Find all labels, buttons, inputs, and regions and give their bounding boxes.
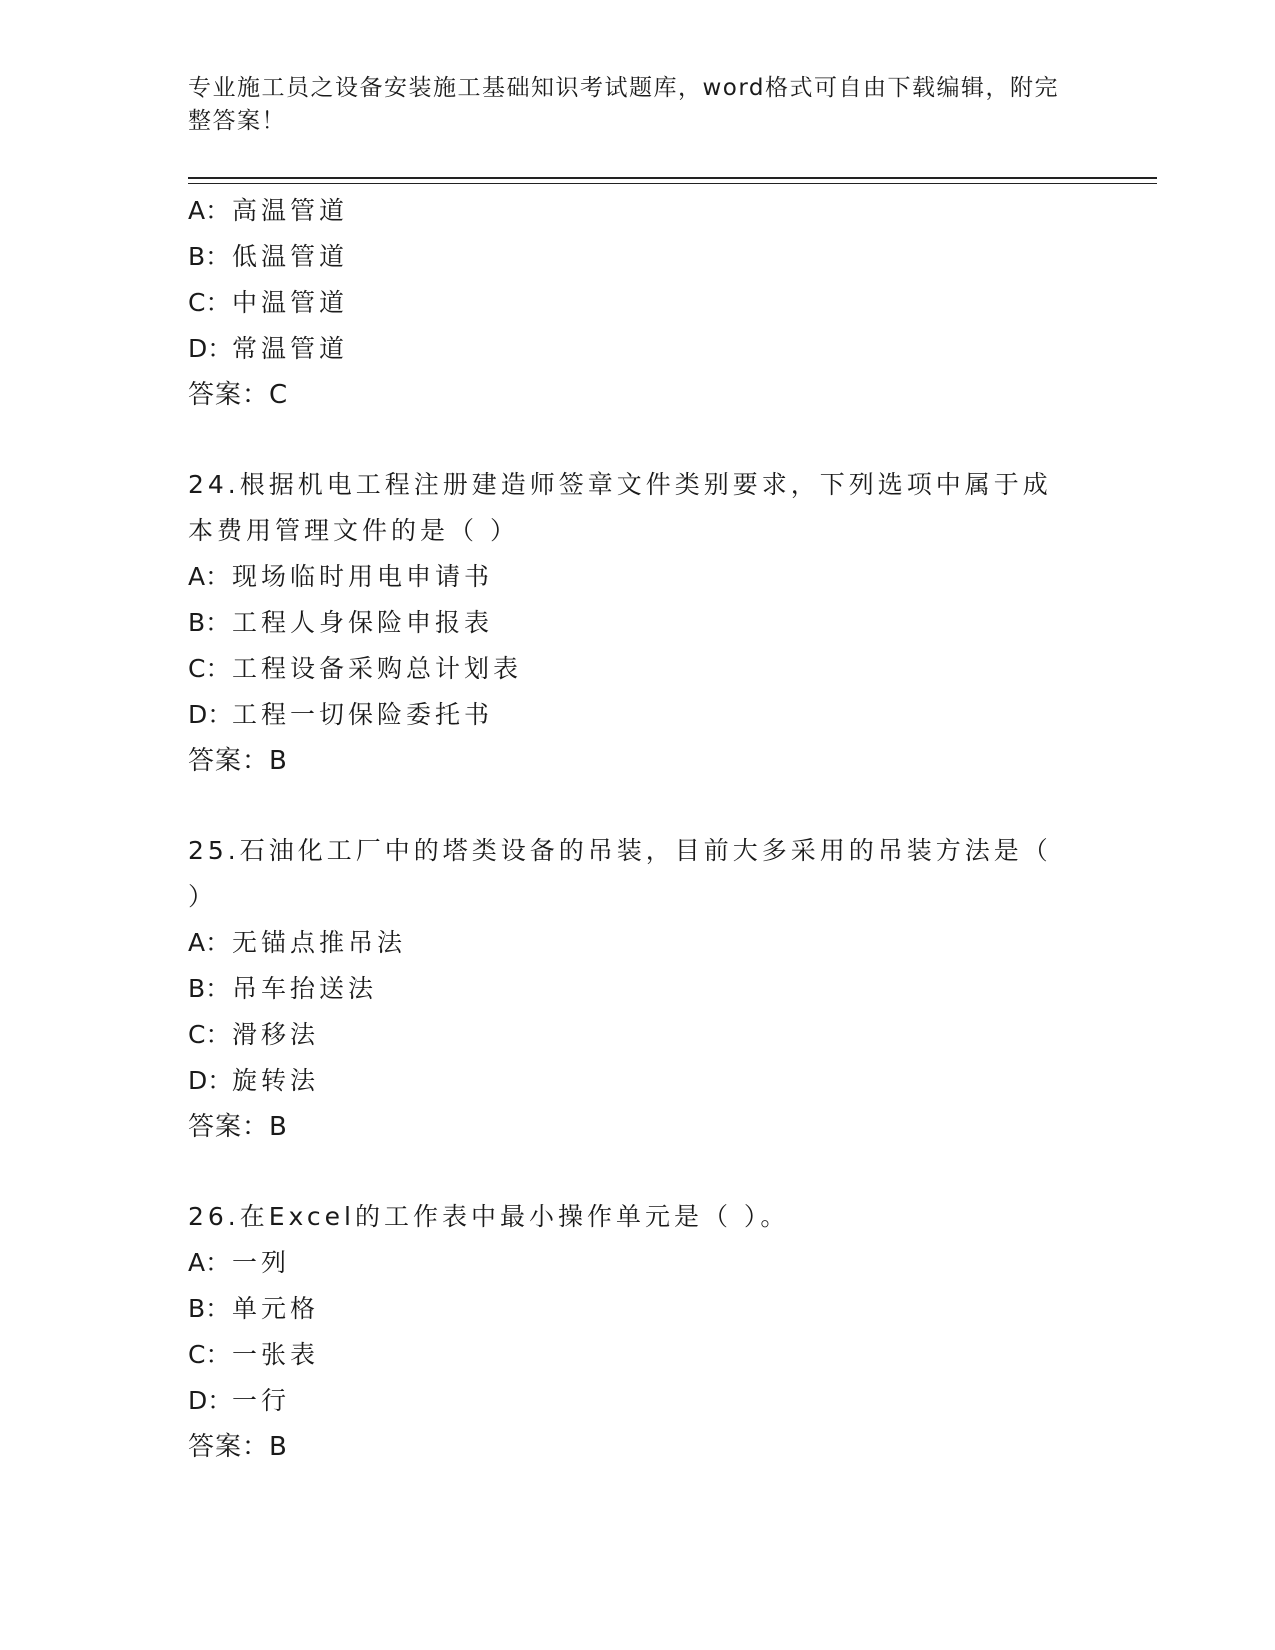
option-a xyxy=(188,1240,1088,1286)
answer-line: 答案：B xyxy=(188,746,288,776)
option-text: 中温管道 xyxy=(232,288,349,317)
option-text: 现场临时用电申请书 xyxy=(232,562,494,591)
option-text: 常温管道 xyxy=(232,334,349,363)
question-text: 24.根据机电工程注册建造师签章文件类别要求，下列选项中属于成本费用管理文件的是（ ） xyxy=(188,470,1052,545)
option-text: 工程人身保险申报表 xyxy=(232,608,494,637)
answer-line: 答案：B xyxy=(188,1112,288,1142)
option-letter: C： xyxy=(188,1020,231,1049)
option-d xyxy=(188,692,1088,738)
option-c xyxy=(188,646,1088,692)
header-divider-thick xyxy=(188,177,1157,179)
document-header: 专业施工员之设备安装施工基础知识考试题库，word格式可自由下载编辑，附完整答案！ xyxy=(188,75,1060,134)
option-letter: C： xyxy=(188,288,231,317)
answer-line: 答案：C xyxy=(188,380,289,410)
option-letter: B： xyxy=(188,1294,231,1323)
option-letter: B： xyxy=(188,974,231,1003)
option-text: 无锚点推吊法 xyxy=(232,928,407,957)
option-c xyxy=(188,280,1088,326)
option-text: 一行 xyxy=(232,1386,291,1415)
question-text: 25.石油化工厂中的塔类设备的吊装，目前大多采用的吊装方法是（ ） xyxy=(188,836,1052,911)
option-letter: D： xyxy=(188,1066,233,1095)
option-letter: B： xyxy=(188,242,231,271)
option-text: 低温管道 xyxy=(232,242,349,271)
option-text: 一张表 xyxy=(232,1340,320,1369)
option-letter: A： xyxy=(188,562,231,591)
option-letter: A： xyxy=(188,196,231,225)
option-text: 滑移法 xyxy=(232,1020,320,1049)
option-c xyxy=(188,1012,1088,1058)
header-divider-thin xyxy=(188,183,1157,184)
option-b xyxy=(188,234,1088,280)
option-d xyxy=(188,326,1088,372)
option-letter: D： xyxy=(188,334,233,363)
option-letter: A： xyxy=(188,928,231,957)
option-a xyxy=(188,188,1088,234)
option-letter: C： xyxy=(188,1340,231,1369)
option-text: 工程一切保险委托书 xyxy=(232,700,494,729)
option-text: 吊车抬送法 xyxy=(232,974,378,1003)
option-text: 单元格 xyxy=(232,1294,320,1323)
option-d xyxy=(188,1058,1088,1104)
option-c xyxy=(188,1332,1088,1378)
option-a xyxy=(188,920,1088,966)
question-24 xyxy=(188,462,1088,784)
partial-question xyxy=(188,188,1088,418)
option-b xyxy=(188,600,1088,646)
question-26 xyxy=(188,1194,1088,1470)
option-letter: C： xyxy=(188,654,231,683)
question-25 xyxy=(188,828,1088,1150)
option-text: 一列 xyxy=(232,1248,291,1277)
question-list xyxy=(188,188,1088,1470)
option-letter: A： xyxy=(188,1248,231,1277)
option-a xyxy=(188,554,1088,600)
option-letter: D： xyxy=(188,700,233,729)
question-text: 26.在Excel的工作表中最小操作单元是（ ）。 xyxy=(188,1202,790,1231)
option-text: 高温管道 xyxy=(232,196,349,225)
option-text: 旋转法 xyxy=(232,1066,320,1095)
answer-line: 答案：B xyxy=(188,1432,288,1462)
option-b xyxy=(188,1286,1088,1332)
option-text: 工程设备采购总计划表 xyxy=(232,654,523,683)
option-letter: B： xyxy=(188,608,231,637)
option-b xyxy=(188,966,1088,1012)
option-letter: D： xyxy=(188,1386,233,1415)
option-d xyxy=(188,1378,1088,1424)
